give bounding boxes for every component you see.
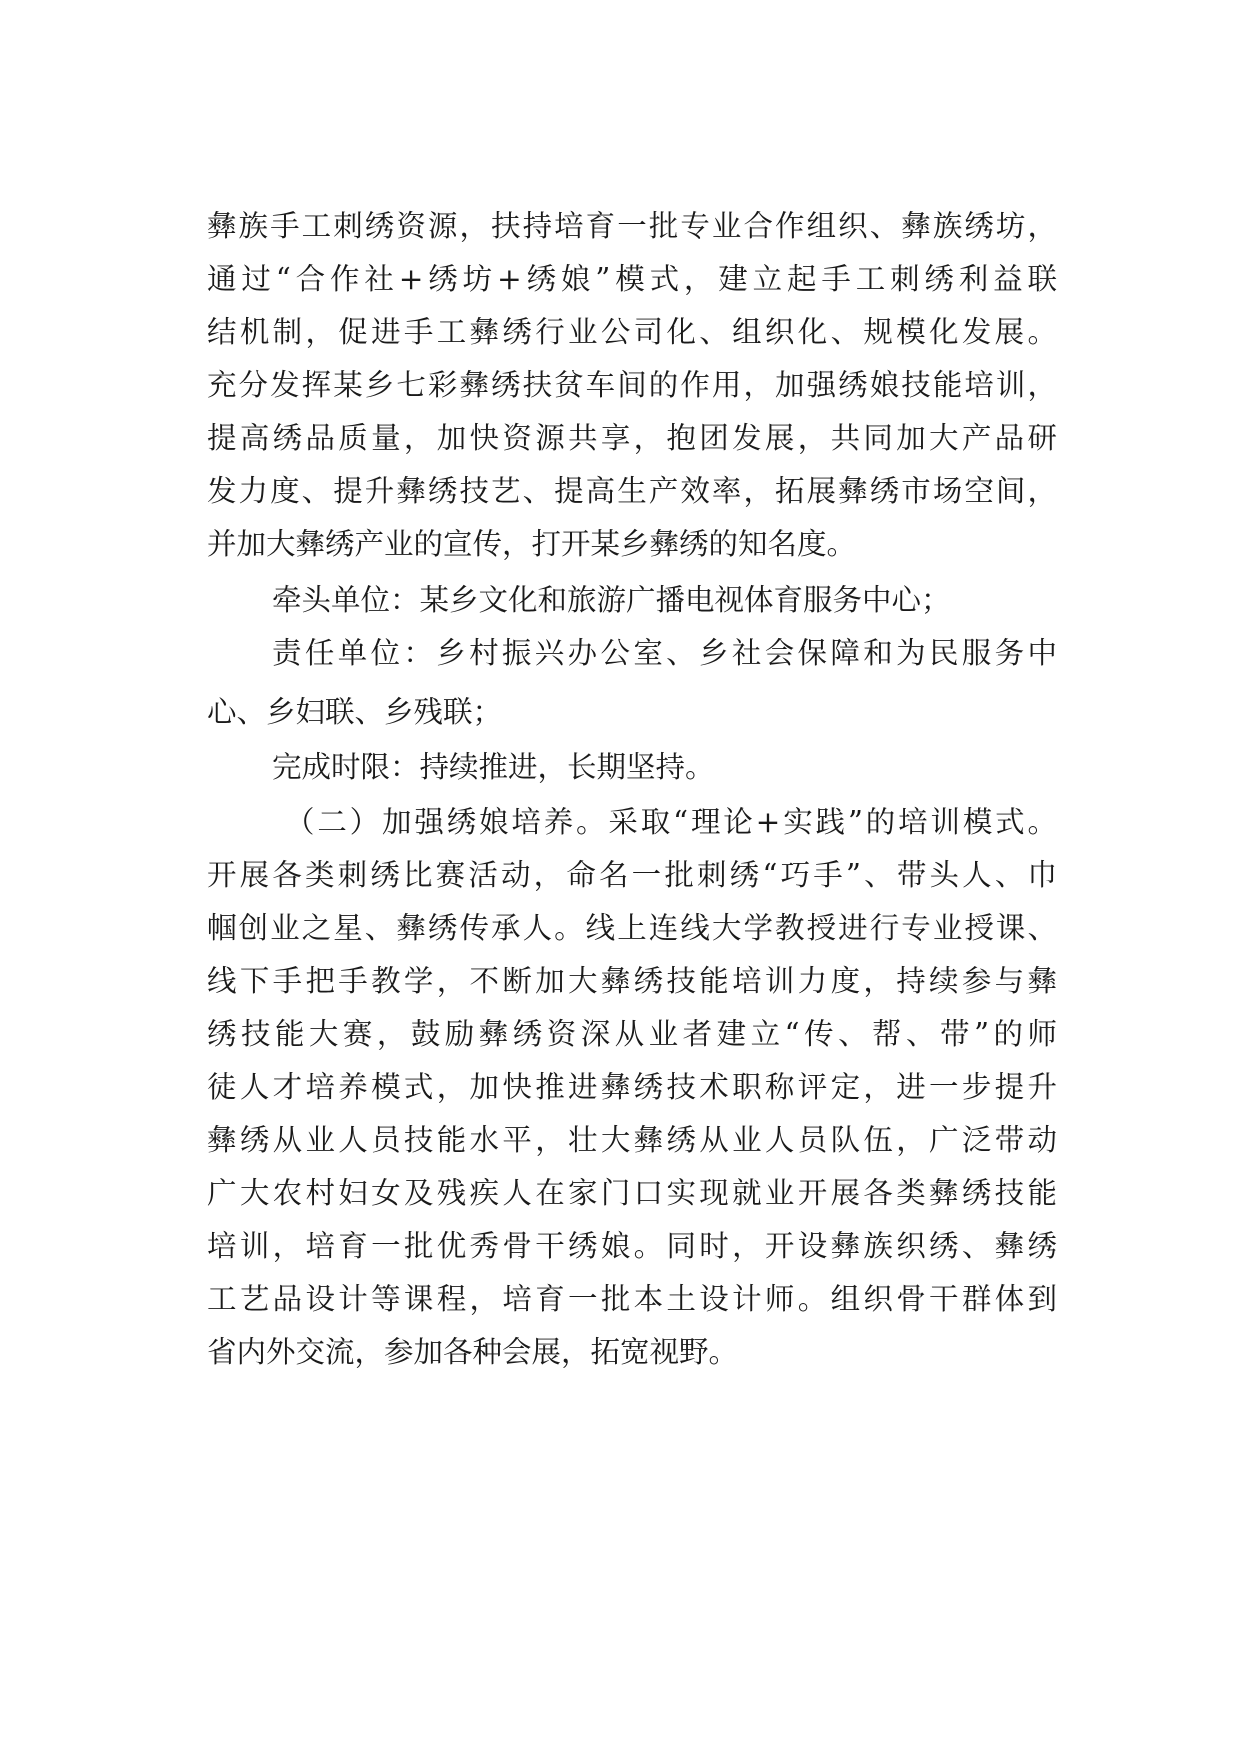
body-text-line: 彝族手工刺绣资源，扶持培育一批专业合作组织、彝族绣坊， bbox=[207, 209, 1057, 243]
deadline-line: 完成时限：持续推进，长期坚持。 bbox=[272, 750, 715, 784]
body-text-line: 彝绣从业人员技能水平，壮大彝绣从业人员队伍，广泛带动 bbox=[207, 1123, 1057, 1157]
body-text-line: 发力度、提升彝绣技艺、提高生产效率，拓展彝绣市场空间， bbox=[207, 474, 1057, 508]
body-text-line: 徒人才培养模式，加快推进彝绣技术职称评定，进一步提升 bbox=[207, 1070, 1057, 1104]
body-text-line: 通过“合作社+绣坊+绣娘”模式，建立起手工刺绣利益联 bbox=[207, 262, 1057, 296]
body-text-line: 绣技能大赛，鼓励彝绣资深从业者建立“传、帮、带”的师 bbox=[207, 1017, 1057, 1051]
responsible-unit-line-continued: 心、乡妇联、乡残联； bbox=[207, 695, 503, 729]
body-text-line: 工艺品设计等课程，培育一批本土设计师。组织骨干群体到 bbox=[207, 1282, 1057, 1316]
body-text-line: 充分发挥某乡七彩彝绣扶贫车间的作用，加强绣娘技能培训， bbox=[207, 368, 1057, 402]
lead-unit-line: 牵头单位：某乡文化和旅游广播电视体育服务中心； bbox=[272, 583, 951, 617]
body-text-line: 结机制，促进手工彝绣行业公司化、组织化、规模化发展。 bbox=[207, 315, 1057, 349]
body-text-line: 帼创业之星、彝绣传承人。线上连线大学教授进行专业授课、 bbox=[207, 911, 1057, 945]
body-text-line: 提高绣品质量，加快资源共享，抱团发展，共同加大产品研 bbox=[207, 421, 1057, 455]
body-text-line: 线下手把手教学，不断加大彝绣技能培训力度，持续参与彝 bbox=[207, 964, 1057, 998]
body-text-line: 开展各类刺绣比赛活动，命名一批刺绣“巧手”、带头人、巾 bbox=[207, 858, 1057, 892]
responsible-unit-line: 责任单位：乡村振兴办公室、乡社会保障和为民服务中 bbox=[272, 636, 1057, 670]
body-text-line: 培训，培育一批优秀骨干绣娘。同时，开设彝族织绣、彝绣 bbox=[207, 1229, 1057, 1263]
body-text-line: 广大农村妇女及残疾人在家门口实现就业开展各类彝绣技能 bbox=[207, 1176, 1057, 1210]
body-text-line: 省内外交流，参加各种会展，拓宽视野。 bbox=[207, 1335, 739, 1369]
section-heading-line: （二）加强绣娘培养。采取“理论+实践”的培训模式。 bbox=[285, 805, 1057, 839]
body-text-line: 并加大彝绣产业的宣传，打开某乡彝绣的知名度。 bbox=[207, 527, 857, 561]
